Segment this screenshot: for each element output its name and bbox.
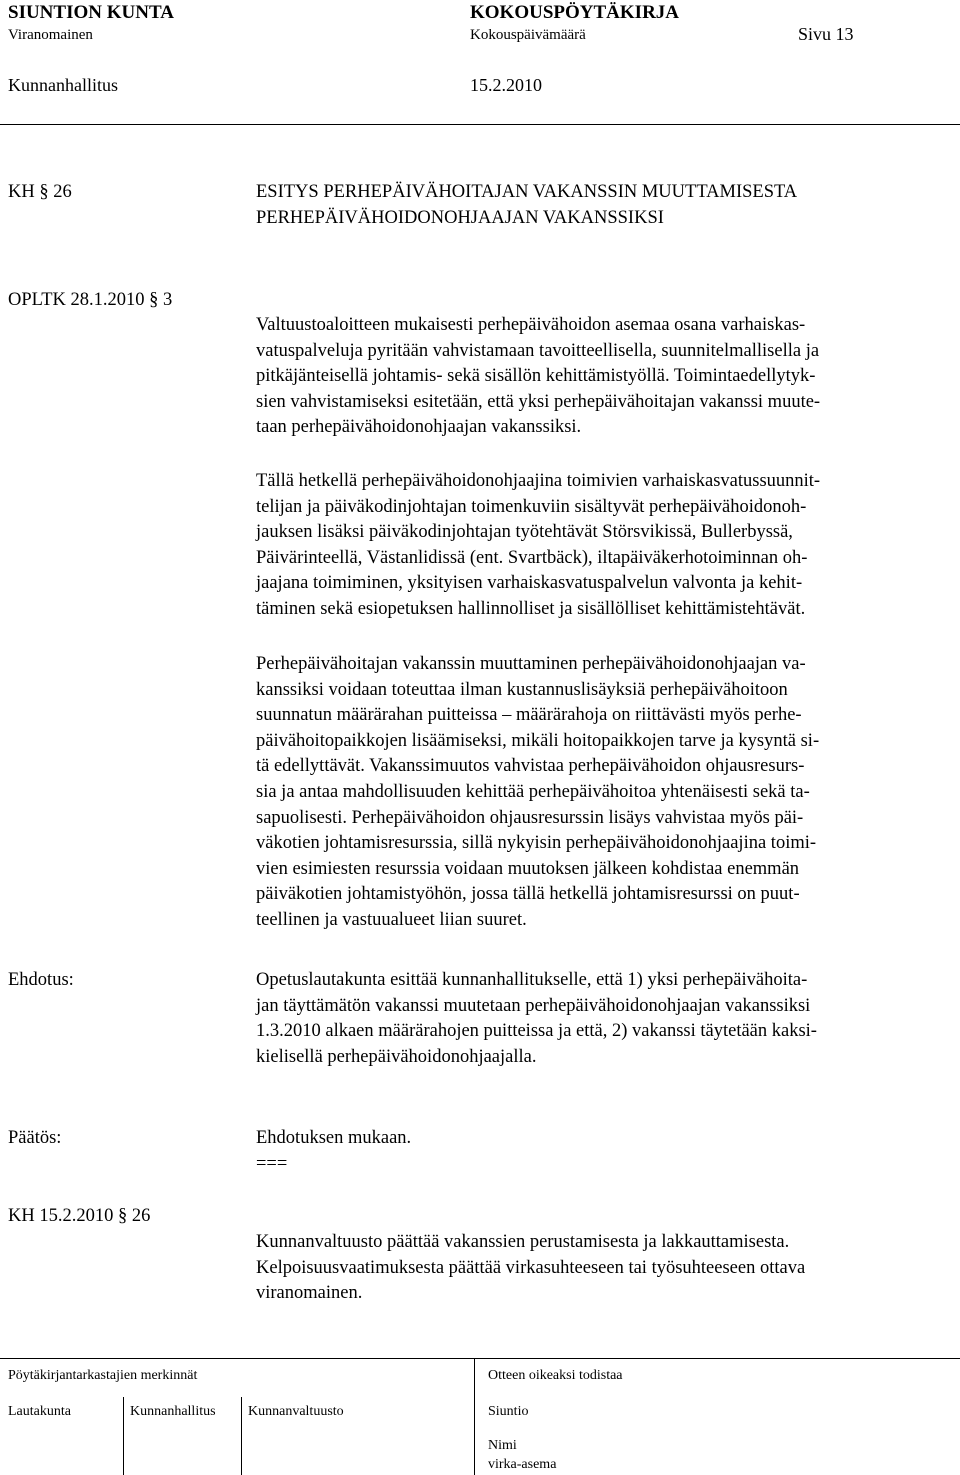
footer-divider	[0, 1358, 960, 1359]
section-title-line: PERHEPÄIVÄHOIDONOHJAAJAN VAKANSSIKSI	[256, 207, 664, 228]
paragraph-line: pitkäjänteisellä johtamis- sekä sisällön kehittämistyöllä. Toimintaedellytyk-	[256, 366, 816, 387]
paragraph-line: Tällä hetkellä perhepäivähoidonohjaajina toimivien varhaiskasvatussuunnit-	[256, 471, 821, 491]
paragraph-line: Perhepäivähoitajan vakanssin muuttaminen perhepäivähoidonohjaajan va-	[256, 654, 806, 674]
proposal-line: jan täyttämätön vakanssi muutetaan perhepäivähoidonohjaajan vakanssiksi	[256, 995, 811, 1016]
authority-label: Viranomainen	[8, 27, 93, 43]
header-divider	[0, 124, 960, 125]
section-number: KH § 26	[8, 182, 72, 202]
paragraph-line: telijan ja päiväkodinjohtajan toimenkuviin sisältyvät perhepäivähoidonoh-	[256, 496, 807, 517]
footer-place: Siuntio	[488, 1404, 529, 1419]
proposal-line: kielisellä perhepäivähoidonohjaajalla.	[256, 1046, 537, 1067]
paragraph-line: jaajana toimiminen, yksityisen varhaiskasvatuspalvelun valvonta ja kehit-	[256, 573, 803, 594]
kh-text	[256, 1230, 946, 1307]
kh-line: viranomainen.	[256, 1283, 363, 1304]
prior-reference: OPLTK 28.1.2010 § 3	[8, 290, 173, 310]
decision-separator: ===	[256, 1153, 288, 1174]
municipality-name: SIUNTION KUNTA	[8, 2, 174, 23]
kh-reference: KH 15.2.2010 § 26	[8, 1206, 151, 1226]
footer-kunnanhallitus: Kunnanhallitus	[130, 1404, 216, 1419]
paragraph-line: kanssiksi voidaan toteuttaa ilman kustannuslisäyksiä perhepäivähoitoon	[256, 679, 788, 700]
footer-title-label: virka-asema	[488, 1457, 557, 1472]
footer-column-divider	[474, 1358, 475, 1475]
proposal-line: 1.3.2010 alkaen määrärahojen puitteissa ja että, 2) vakanssi täytetään kaksi-	[256, 1021, 817, 1042]
footer-column-divider	[241, 1397, 242, 1475]
kh-line: Kelpoisuusvaatimuksesta päättää virkasuhteeseen tai työsuhteeseen ottava	[256, 1257, 806, 1278]
section-title-line: ESITYS PERHEPÄIVÄHOITAJAN VAKANSSIN MUUTTAMISESTA	[256, 182, 798, 202]
decision-text	[256, 1126, 946, 1177]
authority-name: Kunnanhallitus	[8, 75, 118, 95]
certify-title: Otteen oikeaksi todistaa	[488, 1368, 623, 1383]
paragraph-line: jauksen lisäksi päiväkodinjohtajan työtehtävät Störsvikissä, Bullerbyssä,	[256, 522, 793, 543]
paragraph-2	[256, 469, 946, 623]
paragraph-line: sien vahvistamiseksi esitetään, että yksi perhepäivähoitajan vakanssi muute-	[256, 391, 821, 412]
paragraph-line: vatuspalveluja pyritään vahvistamaan tavoitteellisella, suunnitelmallisella ja	[256, 340, 820, 361]
page-number: Sivu 13	[798, 24, 854, 44]
paragraph-line: tä edellyttävät. Vakanssimuutos vahvistaa perhepäivähoidon ohjausresurs-	[256, 756, 805, 777]
paragraph-line: täminen sekä esiopetuksen hallinnolliset ja sisällölliset kehittämistehtävät.	[256, 598, 806, 619]
proposal-text	[256, 968, 946, 1070]
footer-name-label: Nimi	[488, 1438, 517, 1453]
footer-kunnanvaltuusto: Kunnanvaltuusto	[248, 1404, 344, 1419]
paragraph-1	[256, 313, 946, 441]
paragraph-line: sia ja antaa mahdollisuuden kehittää perhepäivähoitoa yhtenäisesti sekä ta-	[256, 781, 810, 802]
paragraph-line: teellinen ja vastuualueet liian suuret.	[256, 909, 527, 930]
paragraph-line: päivähoitopaikkojen lisäämiseksi, mikäli hoitopaikkojen tarve ja kysyntä si-	[256, 730, 820, 751]
meeting-date: 15.2.2010	[470, 75, 542, 95]
paragraph-line: Valtuustoaloitteen mukaisesti perhepäivähoidon asemaa osana varhaiskas-	[256, 315, 806, 335]
paragraph-line: vien esimiesten resurssia voidaan muutoksen jälkeen kohdistaa enemmän	[256, 858, 800, 879]
footer-column-divider	[123, 1397, 124, 1475]
proposal-label: Ehdotus:	[8, 970, 74, 990]
paragraph-line: päiväkotien johtamistyöhön, jossa tällä hetkellä johtamisresurssi on puut-	[256, 884, 800, 905]
proposal-line: Opetuslautakunta esittää kunnanhallitukselle, että 1) yksi perhepäivähoita-	[256, 970, 808, 990]
kh-line: Kunnanvaltuusto päättää vakanssien perustamisesta ja lakkauttamisesta.	[256, 1232, 790, 1252]
document-type: KOKOUSPÖYTÄKIRJA	[470, 2, 680, 23]
examiners-title: Pöytäkirjantarkastajien merkinnät	[8, 1368, 198, 1383]
paragraph-line: väkotien johtamisresurssia, sillä nykyisin perhepäivähoidonohjaajina toimi-	[256, 833, 817, 854]
decision-line: Ehdotuksen mukaan.	[256, 1128, 412, 1148]
footer-lautakunta: Lautakunta	[8, 1404, 71, 1419]
paragraph-line: suunnatun määrärahan puitteissa – määrärahoja on riittävästi myös perhe-	[256, 705, 802, 726]
paragraph-line: sapuolisesti. Perhepäivähoidon ohjausresurssin lisäys vahvistaa myös päi-	[256, 807, 804, 828]
paragraph-line: taan perhepäivähoidonohjaajan vakanssiksi.	[256, 417, 582, 438]
paragraph-3	[256, 652, 946, 934]
date-label: Kokouspäivämäärä	[470, 27, 586, 43]
paragraph-line: Päivärinteellä, Västanlidissä (ent. Svartbäck), iltapäiväkerhotoiminnan oh-	[256, 547, 808, 568]
decision-label: Päätös:	[8, 1128, 62, 1148]
section-title	[256, 180, 946, 231]
